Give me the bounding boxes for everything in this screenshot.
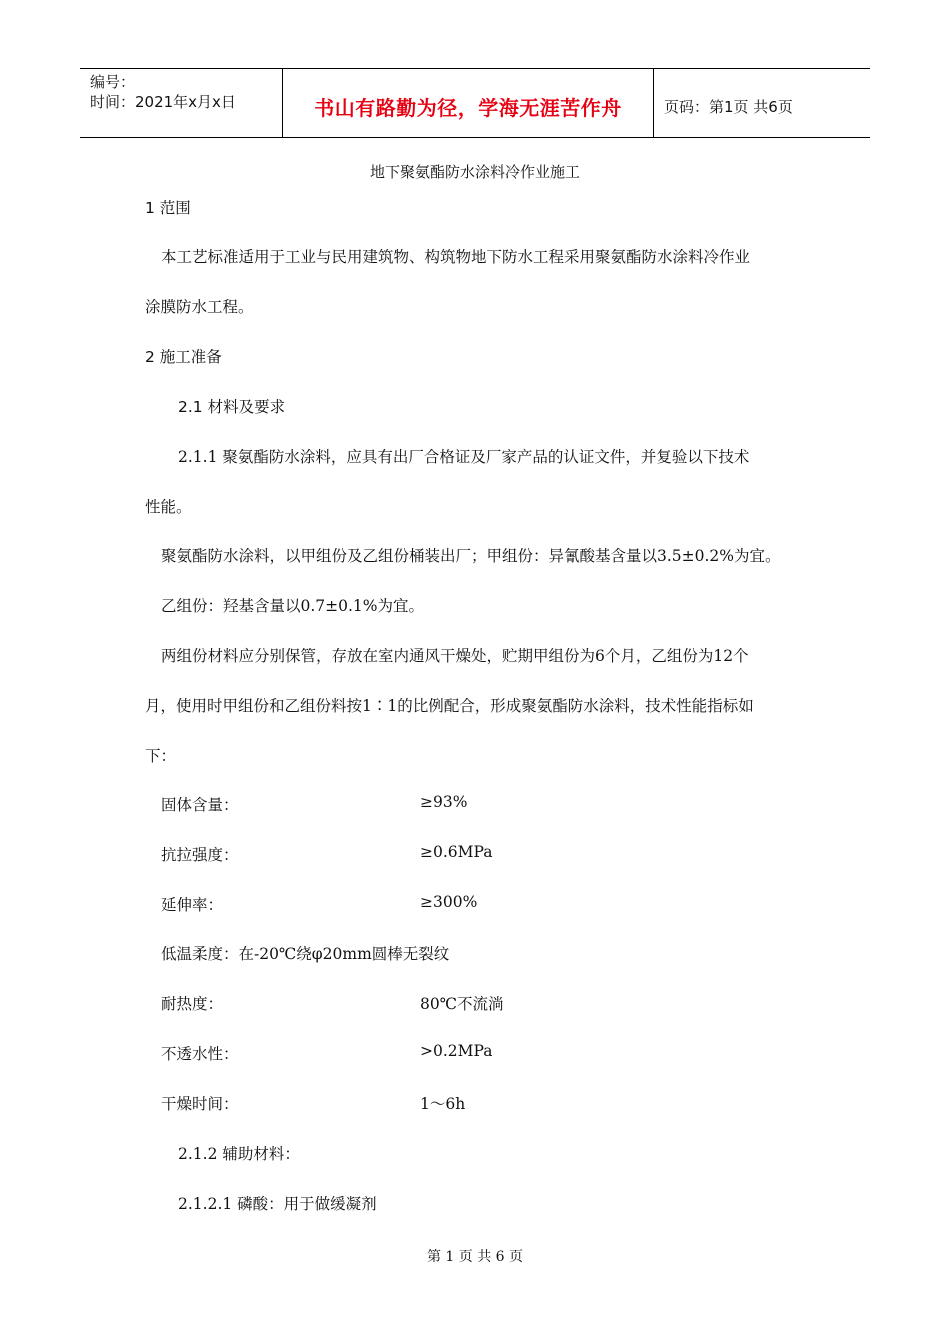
header-page-cell <box>654 69 870 137</box>
number-label: 编号： <box>90 73 136 91</box>
spec-value: ≥93% <box>420 793 468 811</box>
spec-label: 固体含量： <box>161 796 239 814</box>
section-2-1-1-line-2: 性能。 <box>145 498 192 516</box>
header-left-cell <box>80 69 282 137</box>
spec-label: 低温柔度：在-20℃绕φ20mm圆棒无裂纹 <box>161 945 450 963</box>
spec-label: 干燥时间： <box>161 1095 239 1113</box>
motto-text: 书山有路勤为径，学海无涯苦作舟 <box>314 95 622 120</box>
header-table <box>80 68 870 138</box>
section-2-1-2-heading: 2.1.2 辅助材料： <box>178 1145 300 1163</box>
time-label: 时间：2021年x月x日 <box>90 93 236 111</box>
spec-label: 抗拉强度： <box>161 846 239 864</box>
section-2-1-2-1: 2.1.2.1 磷酸：用于做缓凝剂 <box>178 1195 377 1213</box>
packaging-paragraph: 聚氨酯防水涂料，以甲组份及乙组份桶装出厂；甲组份：异氰酸基含量以3.5±0.2%为宜。 <box>161 547 781 565</box>
document-title: 地下聚氨酯防水涂料冷作业施工 <box>369 163 580 181</box>
spec-value: >0.2MPa <box>420 1042 493 1060</box>
spec-value: ≥300% <box>420 893 478 911</box>
section-2-1-1-line-1: 2.1.1 聚氨酯防水涂料，应具有出厂合格证及厂家产品的认证文件，并复验以下技术 <box>178 448 750 466</box>
section-1-paragraph-line-2: 涂膜防水工程。 <box>145 298 254 316</box>
storage-paragraph-line-3: 下： <box>145 747 177 765</box>
section-2-heading: 2 施工准备 <box>145 348 222 366</box>
spec-label: 耐热度： <box>161 995 224 1013</box>
section-2-1-heading: 2.1 材料及要求 <box>178 398 286 416</box>
storage-paragraph-line-1: 两组份材料应分别保管，存放在室内通风干燥处，贮期甲组份为6个月，乙组份为12个 <box>161 647 749 665</box>
header-motto-cell <box>282 69 654 137</box>
page-info: 页码：第1页 共6页 <box>664 97 793 116</box>
spec-value: 80℃不流淌 <box>420 995 504 1013</box>
spec-value: 1～6h <box>420 1095 466 1113</box>
page-footer: 第 1 页 共 6 页 <box>426 1249 524 1265</box>
component-b-paragraph: 乙组份：羟基含量以0.7±0.1%为宜。 <box>161 597 425 615</box>
storage-paragraph-line-2: 月，使用时甲组份和乙组份料按1∶1的比例配合，形成聚氨酯防水涂料，技术性能指标如 <box>145 697 754 715</box>
spec-label: 不透水性： <box>161 1045 239 1063</box>
spec-label: 延伸率： <box>161 896 224 914</box>
section-1-paragraph-line-1: 本工艺标准适用于工业与民用建筑物、构筑物地下防水工程采用聚氨酯防水涂料冷作业 <box>161 248 751 266</box>
spec-value: ≥0.6MPa <box>420 843 493 861</box>
section-1-heading: 1 范围 <box>145 199 191 217</box>
